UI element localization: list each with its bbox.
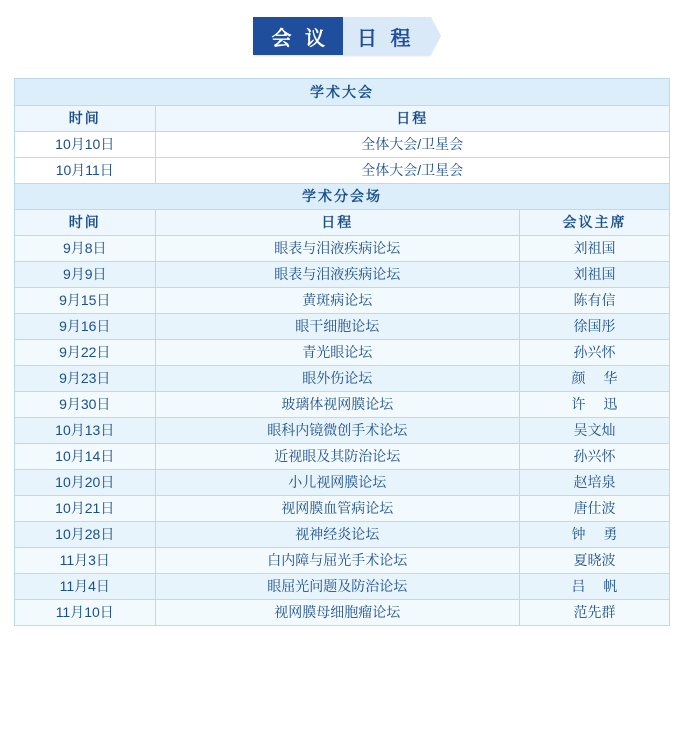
cell-time: 11月3日 (15, 547, 155, 573)
column-header-agenda: 日程 (155, 105, 670, 131)
cell-agenda: 全体大会/卫星会 (155, 131, 670, 157)
cell-time: 10月11日 (15, 157, 155, 183)
cell-time: 10月28日 (15, 521, 155, 547)
cell-agenda: 玻璃体视网膜论坛 (155, 391, 519, 417)
cell-chair: 吴文灿 (519, 417, 669, 443)
table-row (15, 313, 670, 339)
table-row (15, 365, 670, 391)
section-title-sub-forums: 学术分会场 (15, 183, 670, 209)
section-title-row-main-conference (15, 79, 670, 105)
cell-time: 9月15日 (15, 287, 155, 313)
cell-chair: 唐仕波 (519, 495, 669, 521)
section-title-main-conference: 学术大会 (15, 79, 670, 105)
cell-agenda: 眼科内镜微创手术论坛 (155, 417, 519, 443)
table-row (15, 131, 670, 157)
cell-agenda: 眼表与泪液疾病论坛 (155, 235, 519, 261)
cell-chair: 刘祖国 (519, 261, 669, 287)
table-row (15, 391, 670, 417)
table-row (15, 469, 670, 495)
cell-time: 9月23日 (15, 365, 155, 391)
table-row (15, 235, 670, 261)
cell-agenda: 小儿视网膜论坛 (155, 469, 519, 495)
table-row (15, 339, 670, 365)
table-row (15, 261, 670, 287)
title-badge (253, 17, 430, 55)
cell-chair: 孙兴怀 (519, 339, 669, 365)
table-row (15, 495, 670, 521)
cell-agenda: 近视眼及其防治论坛 (155, 443, 519, 469)
badge-label-meeting: 会 议 (253, 17, 343, 55)
cell-agenda: 眼表与泪液疾病论坛 (155, 261, 519, 287)
cell-time: 9月30日 (15, 391, 155, 417)
cell-time: 10月10日 (15, 131, 155, 157)
cell-time: 10月20日 (15, 469, 155, 495)
cell-agenda: 眼干细胞论坛 (155, 313, 519, 339)
cell-chair: 徐国彤 (519, 313, 669, 339)
cell-time: 9月16日 (15, 313, 155, 339)
cell-chair: 颜 华 (519, 365, 669, 391)
cell-agenda: 黄斑病论坛 (155, 287, 519, 313)
cell-chair: 夏晓波 (519, 547, 669, 573)
cell-time: 9月22日 (15, 339, 155, 365)
cell-chair: 钟 勇 (519, 521, 669, 547)
badge-label-schedule: 日 程 (343, 17, 431, 55)
table-row (15, 547, 670, 573)
cell-agenda: 视网膜母细胞瘤论坛 (155, 599, 519, 625)
column-header-row-main-conference (15, 105, 670, 131)
cell-agenda: 白内障与屈光手术论坛 (155, 547, 519, 573)
cell-agenda: 眼外伤论坛 (155, 365, 519, 391)
column-header-chair: 会议主席 (519, 209, 669, 235)
column-header-agenda: 日程 (155, 209, 519, 235)
column-header-time: 时间 (15, 209, 155, 235)
table-row (15, 599, 670, 625)
section-title-row-sub-forums (15, 183, 670, 209)
cell-agenda: 视神经炎论坛 (155, 521, 519, 547)
cell-chair: 陈有信 (519, 287, 669, 313)
cell-time: 10月13日 (15, 417, 155, 443)
table-row (15, 417, 670, 443)
cell-agenda: 视网膜血管病论坛 (155, 495, 519, 521)
schedule-table (15, 79, 670, 626)
cell-time: 9月9日 (15, 261, 155, 287)
page-header (0, 0, 684, 62)
cell-time: 10月21日 (15, 495, 155, 521)
cell-time: 10月14日 (15, 443, 155, 469)
table-row (15, 443, 670, 469)
schedule-table-container (14, 78, 670, 626)
table-row (15, 573, 670, 599)
cell-chair: 范先群 (519, 599, 669, 625)
column-header-time: 时间 (15, 105, 155, 131)
cell-time: 11月4日 (15, 573, 155, 599)
column-header-row-sub-forums (15, 209, 670, 235)
cell-time: 11月10日 (15, 599, 155, 625)
table-row (15, 521, 670, 547)
cell-chair: 吕 帆 (519, 573, 669, 599)
table-row (15, 157, 670, 183)
cell-agenda: 全体大会/卫星会 (155, 157, 670, 183)
cell-chair: 许 迅 (519, 391, 669, 417)
cell-chair: 刘祖国 (519, 235, 669, 261)
schedule-table-body (15, 79, 670, 625)
cell-agenda: 青光眼论坛 (155, 339, 519, 365)
table-row (15, 287, 670, 313)
cell-chair: 孙兴怀 (519, 443, 669, 469)
cell-chair: 赵培泉 (519, 469, 669, 495)
cell-time: 9月8日 (15, 235, 155, 261)
cell-agenda: 眼屈光问题及防治论坛 (155, 573, 519, 599)
